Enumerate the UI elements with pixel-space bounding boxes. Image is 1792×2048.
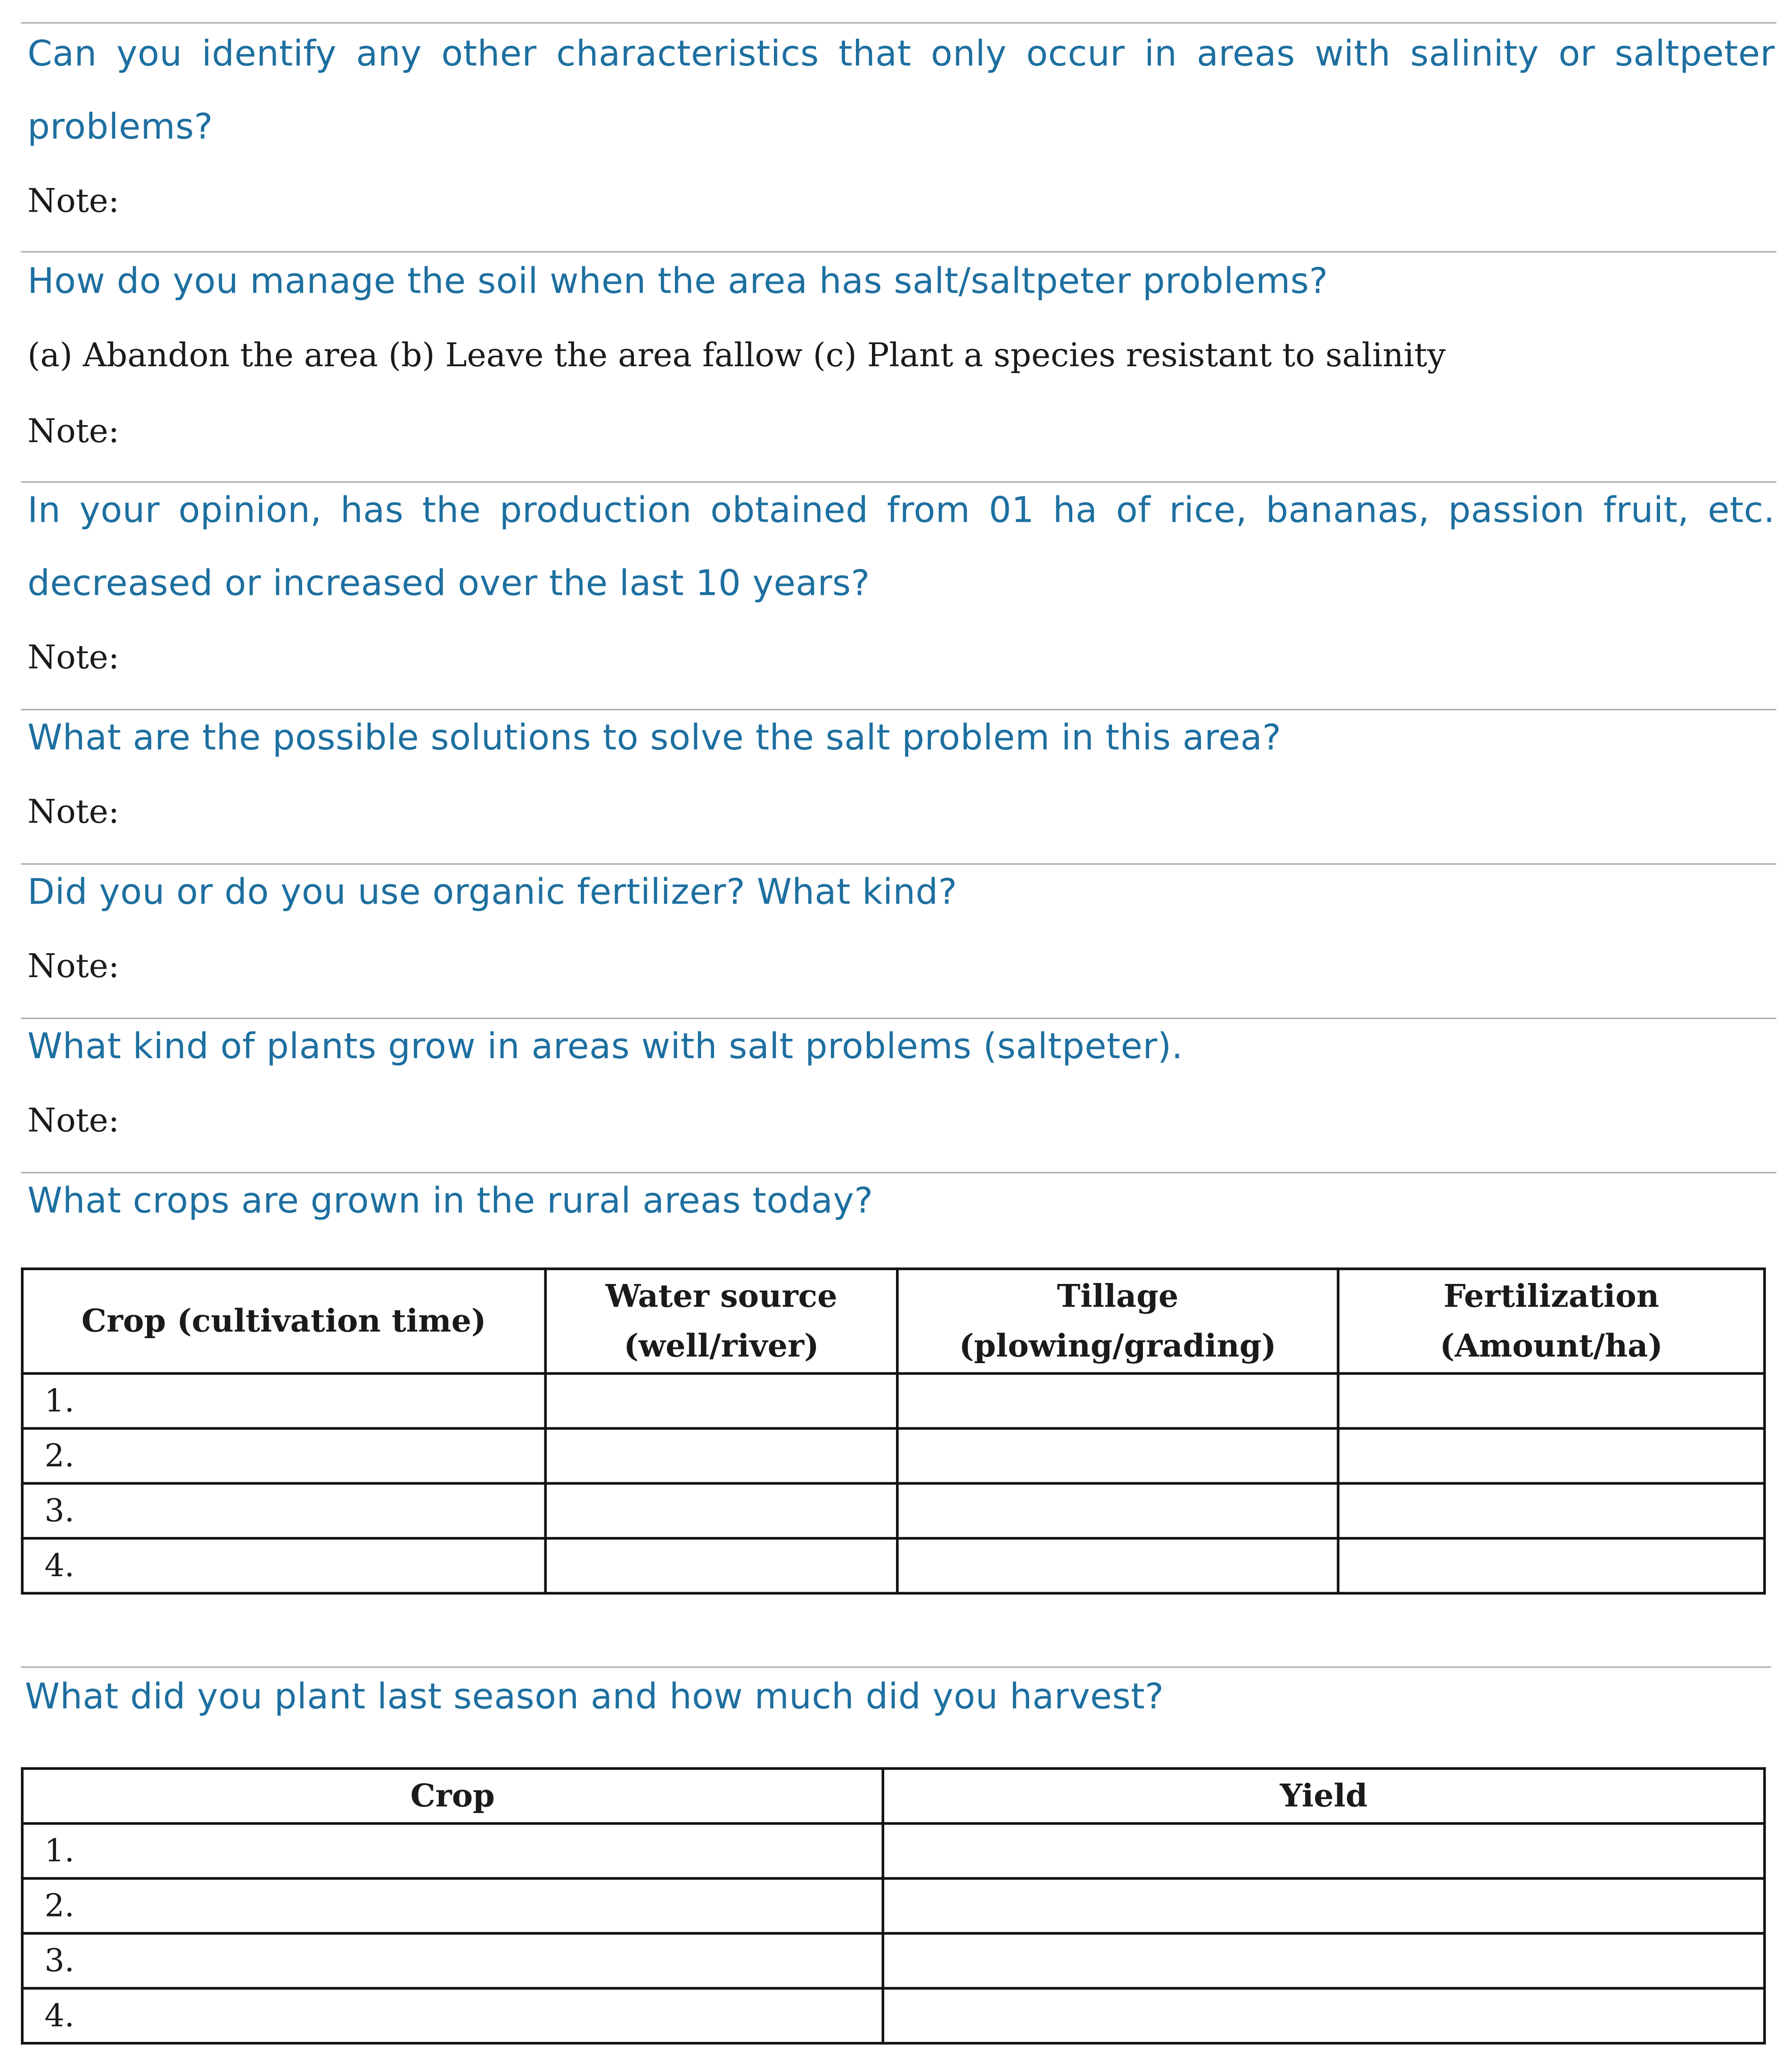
question-possible-solutions: What are the possible solutions to solve the salt problem in this area? (27, 718, 1282, 759)
fertilization-cell[interactable] (1338, 1429, 1765, 1484)
row-number: 3. (22, 1933, 883, 1989)
water-source-cell[interactable] (545, 1429, 897, 1484)
answer-options: (a) Abandon the area (b) Leave the area fallow (c) Plant a species resistant to salinity (27, 336, 1446, 374)
row-number: 2. (22, 1429, 545, 1484)
question-salt-plants: What kind of plants grow in areas with salt problems (saltpeter). (27, 1027, 1183, 1068)
water-source-cell[interactable] (545, 1538, 897, 1594)
tillage-cell[interactable] (897, 1374, 1338, 1429)
question-identify-characteristics: Can you identify any other characteristics that only occur in areas with salinity or saltpeter problems? (27, 34, 1775, 148)
table-header-row (22, 1269, 1765, 1374)
header-crop: Crop (22, 1768, 883, 1824)
header-line: Water source (605, 1276, 838, 1315)
question-crops-grown: What crops are grown in the rural areas today? (27, 1181, 873, 1222)
harvest-table (21, 1767, 1766, 2044)
row-number: 1. (22, 1374, 545, 1429)
header-line: Crop (cultivation time) (81, 1301, 486, 1340)
row-number: 4. (22, 1988, 883, 2043)
row-number: 4. (22, 1538, 545, 1594)
note-label: Note: (27, 638, 120, 676)
table-row (22, 1878, 1765, 1933)
header-line: (well/river) (624, 1326, 819, 1365)
question-soil-management: How do you manage the soil when the area has salt/saltpeter problems? (27, 262, 1328, 303)
table-row (22, 1824, 1765, 1879)
header-water-source (545, 1269, 897, 1374)
note-label: Note: (27, 412, 120, 450)
tillage-cell[interactable] (897, 1538, 1338, 1594)
table-row (22, 1374, 1765, 1429)
table-row (22, 1429, 1765, 1484)
fertilization-cell[interactable] (1338, 1538, 1765, 1594)
fertilization-cell[interactable] (1338, 1483, 1765, 1538)
header-fertilization (1338, 1269, 1765, 1374)
table-row (22, 1933, 1765, 1989)
yield-cell[interactable] (883, 1933, 1764, 1989)
yield-cell[interactable] (883, 1824, 1764, 1879)
yield-cell[interactable] (883, 1988, 1764, 2043)
table-row (22, 1988, 1765, 2043)
note-label: Note: (27, 792, 120, 831)
row-number: 2. (22, 1878, 883, 1933)
table-header-row (22, 1768, 1765, 1824)
question-organic-fertilizer: Did you or do you use organic fertilizer? What kind? (27, 872, 958, 913)
header-crop-cultivation-time (22, 1269, 545, 1374)
row-number: 3. (22, 1483, 545, 1538)
tillage-cell[interactable] (897, 1429, 1338, 1484)
row-number: 1. (22, 1824, 883, 1879)
water-source-cell[interactable] (545, 1483, 897, 1538)
note-label: Note: (27, 181, 120, 220)
yield-cell[interactable] (883, 1878, 1764, 1933)
header-line: (plowing/grading) (959, 1326, 1276, 1365)
question-production-change: In your opinion, has the production obtained from 01 ha of rice, bananas, passion fruit, etc. decreased or increased over the last 10 years? (27, 490, 1775, 605)
table-row (22, 1538, 1765, 1594)
note-label: Note: (27, 947, 120, 985)
header-line: (Amount/ha) (1439, 1326, 1663, 1365)
header-tillage (897, 1269, 1338, 1374)
question-last-season-harvest: What did you plant last season and how much did you harvest? (25, 1677, 1164, 1718)
header-yield: Yield (883, 1768, 1764, 1824)
table-row (22, 1483, 1765, 1538)
water-source-cell[interactable] (545, 1374, 897, 1429)
header-line: Tillage (1057, 1276, 1179, 1315)
fertilization-cell[interactable] (1338, 1374, 1765, 1429)
header-line: Fertilization (1443, 1276, 1660, 1315)
crops-table (21, 1267, 1766, 1595)
tillage-cell[interactable] (897, 1483, 1338, 1538)
note-label: Note: (27, 1101, 120, 1140)
